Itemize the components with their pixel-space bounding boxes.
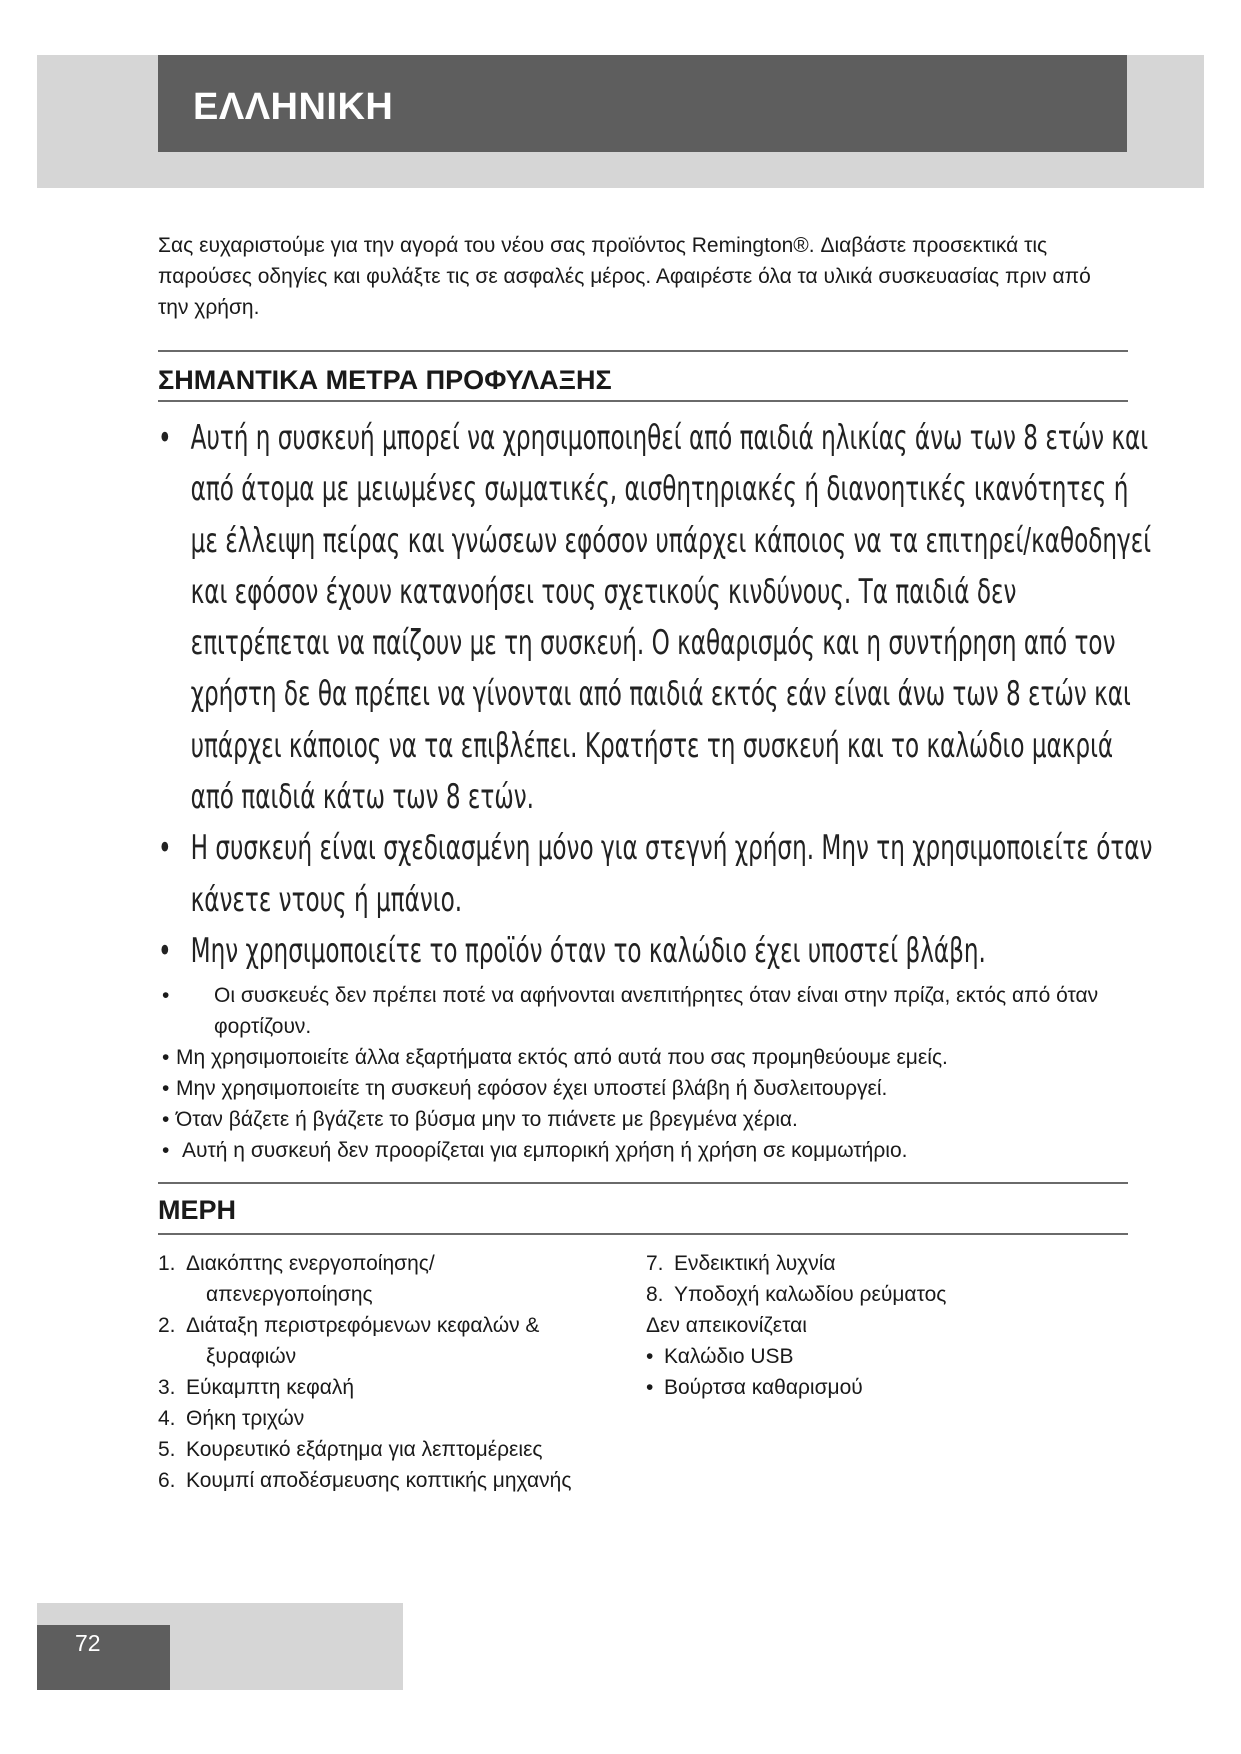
- part-number: 1.: [158, 1252, 176, 1275]
- safety-large-list: [158, 413, 1153, 977]
- not-shown-item: [646, 1372, 863, 1403]
- bullet: •: [162, 1139, 170, 1162]
- part-label: [158, 1310, 606, 1372]
- list-item: [158, 1042, 1128, 1073]
- bullet: •: [646, 1376, 654, 1399]
- safety-heading: ΣΗΜΑΝΤΙΚΑ ΜΕΤΡΑ ΠΡΟΦΥΛΑΞΗΣ: [158, 365, 612, 395]
- list-item: [158, 1465, 628, 1496]
- list-item: [646, 1248, 1126, 1279]
- part-label: Κουρευτικό εξάρτημα για λεπτομέρειες: [186, 1438, 543, 1461]
- bullet: •: [162, 984, 170, 1007]
- part-label: Υποδοχή καλωδίου ρεύματος: [674, 1283, 947, 1306]
- safety-item-text: Οι συσκευές δεν πρέπει ποτέ να αφήνονται ανεπιτήρητες όταν είναι στην πρίζα, εκτός από όταν φορτίζουν.: [214, 984, 1099, 1038]
- safety-item-text: Μη χρησιμοποιείτε άλλα εξαρτήματα εκτός από αυτά που σας προμηθεύουμε εμείς.: [176, 1046, 948, 1069]
- safety-item-text: Όταν βάζετε ή βγάζετε το βύσμα μην το πιάνετε με βρεγμένα χέρια.: [176, 1108, 798, 1131]
- part-number: 7.: [646, 1252, 664, 1275]
- bullet: •: [158, 828, 172, 869]
- list-item: [158, 1104, 1128, 1135]
- safety-item-text: Μην χρησιμοποιείτε το προϊόν όταν το καλώδιο έχει υποστεί βλάβη.: [190, 930, 986, 971]
- bullet: •: [162, 1077, 170, 1100]
- safety-item-text: Μην χρησιμοποιείτε τη συσκευή εφόσον έχει υποστεί βλάβη ή δυσλειτουργεί.: [176, 1077, 888, 1100]
- page-number: 72: [75, 1630, 101, 1656]
- safety-item-text: Η συσκευή είναι σχεδιασμένη μόνο για στεγνή χρήση. Μην τη χρησιμοποιείτε όταν κάνετε ντους ή μπάνιο.: [190, 828, 1153, 920]
- list-item: [158, 980, 1128, 1042]
- safety-small-list: [158, 980, 1128, 1166]
- section-divider: [158, 400, 1128, 402]
- section-divider: [158, 1233, 1128, 1235]
- part-label: Θήκη τριχών: [186, 1407, 305, 1430]
- part-label: Ενδεικτική λυχνία: [674, 1252, 836, 1275]
- part-label-text: Διάταξη περιστρεφόμενων κεφαλών & ξυραφιών: [186, 1314, 540, 1368]
- list-item: [158, 413, 1160, 823]
- list-item: [646, 1279, 1126, 1310]
- bullet: •: [158, 930, 172, 971]
- not-shown-item-text: Βούρτσα καθαρισμού: [664, 1376, 863, 1399]
- not-shown-item-text: Καλώδιο USB: [664, 1345, 794, 1368]
- part-number: 3.: [158, 1376, 176, 1399]
- part-label: Εύκαμπτη κεφαλή: [186, 1376, 355, 1399]
- part-number: 5.: [158, 1438, 176, 1461]
- parts-list-right: [646, 1248, 1126, 1310]
- list-item: [158, 1248, 628, 1310]
- part-label-text: Διακόπτης ενεργοποίησης/ απενεργοποίησης: [186, 1252, 435, 1306]
- bullet: •: [162, 1108, 170, 1131]
- safety-item-text: Αυτή η συσκευή μπορεί να χρησιμοποιηθεί από παιδιά ηλικίας άνω των 8 ετών και από άτομα με μειωμένες σωματικές, αισθητηριακές ή διανοητικές ικανότητες ή με έλλειψη πείρας και γνώσεων εφόσον υπάρχει κάποιος να τα επιτηρεί/καθοδηγεί και εφόσον έχουν κατανοήσει τους σχετικούς κινδύνους. Τα παιδιά δεν επιτρέπεται να παίζουν με τη συσκευή. Ο καθαρισμός και η συντήρηση από τον χρήστη δε θα πρέπει να γίνονται από παιδιά εκτός εάν είναι άνω των 8 ετών και υπάρχει κάποιος να τα επιβλέπει. Κρατήστε τη συσκευή και το καλώδιο μακριά από παιδιά κάτω των 8 ετών.: [190, 418, 1152, 818]
- intro-paragraph: Σας ευχαριστούμε για την αγορά του νέου σας προϊόντος Remington®. Διαβάστε προσεκτικά τις παρούσες οδηγίες και φυλάξτε τις σε ασφαλές μέρος. Αφαιρέστε όλα τα υλικά συσκευασίας πριν από την χρήση.: [158, 234, 1091, 319]
- list-item: [158, 926, 1160, 977]
- not-shown-item: [646, 1341, 794, 1372]
- list-item: [158, 1073, 1128, 1104]
- list-item: [158, 1135, 1128, 1166]
- bullet: •: [646, 1345, 654, 1368]
- part-number: 2.: [158, 1314, 176, 1337]
- part-label: [158, 1248, 456, 1310]
- part-label: Κουμπί αποδέσμευσης κοπτικής μηχανής: [186, 1469, 572, 1492]
- parts-heading: ΜΕΡΗ: [158, 1195, 237, 1225]
- page-title: ΕΛΛΗΝΙΚΗ: [193, 86, 394, 128]
- list-item: [158, 823, 1160, 926]
- list-item: [158, 1372, 628, 1403]
- list-item: [158, 1434, 628, 1465]
- bullet: •: [162, 1046, 170, 1069]
- parts-list-left: [158, 1248, 628, 1496]
- part-number: 8.: [646, 1283, 664, 1306]
- not-shown-label: Δεν απεικονίζεται: [646, 1314, 807, 1337]
- list-item: [158, 1403, 628, 1434]
- safety-item-text: Αυτή η συσκευή δεν προορίζεται για εμπορική χρήση ή χρήση σε κομμωτήριο.: [182, 1139, 908, 1162]
- section-divider: [158, 350, 1128, 352]
- section-divider: [158, 1182, 1128, 1184]
- list-item: [158, 1310, 628, 1372]
- part-number: 6.: [158, 1469, 176, 1492]
- page-number-box: [37, 1625, 170, 1690]
- bullet: •: [158, 418, 172, 458]
- part-number: 4.: [158, 1407, 176, 1430]
